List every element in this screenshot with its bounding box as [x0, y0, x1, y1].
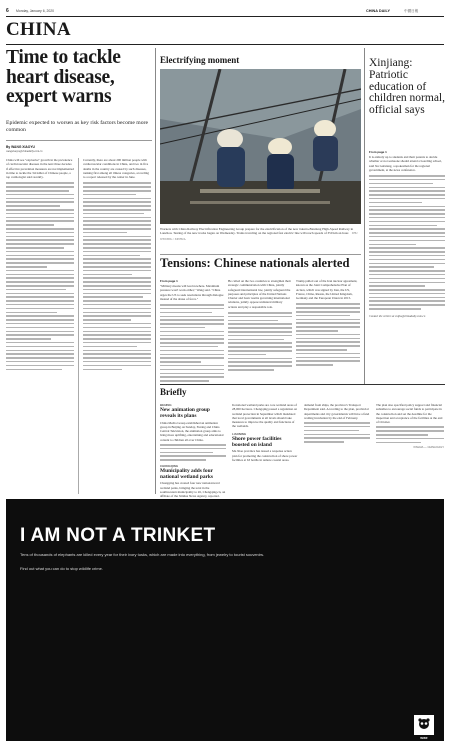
masthead-rule [6, 16, 444, 17]
tensions-top-rule [160, 254, 361, 255]
paper-name-cn: 中國日報 [404, 9, 419, 13]
brief-1-lines [160, 444, 226, 461]
ad-line-2: Find out what you can do to stop wildlife crime. [20, 566, 103, 571]
brief-place-2: CHONGQING [160, 463, 179, 468]
briefly-col-4 [376, 403, 444, 449]
deck-rule [6, 140, 152, 141]
brief-text-6: The plan also specified policy support and financial subsidies to encourage social funds to participate in the construction and set the deadline for the inspection and acceptance of the facilities at the end of October. [376, 403, 443, 425]
photo-illustration [160, 69, 361, 224]
xinjiang-body-lines [369, 175, 445, 309]
xinjiang-body [369, 150, 445, 318]
heart-disease-deck: Epidemic expected to worsen as key risk factors become more common [6, 120, 148, 133]
briefly-heading: Briefly [160, 387, 187, 397]
briefly-credit: XINHUA — CHINA DAILY [413, 446, 444, 450]
page-number: 6 [6, 8, 9, 14]
tensions-col-1-lines [160, 304, 224, 381]
xinjiang-contact: Contact the writers at cuijia@chinadaily.com.cn [369, 313, 426, 318]
heart-col-2 [83, 158, 151, 370]
brief-text-5: demand from ships, the province's Transport Department said. According to the plan, provincial departments and city governments will have a fund waiting incubation by the end of February. [304, 403, 370, 420]
left-column-divider [155, 48, 156, 494]
brief-text-3: Ma Xiao province has issued a response action plan for promoting the construction of shore power facilities at 63 berths in remote coastal areas. [232, 449, 298, 462]
brief-place-3: LIAONING [232, 431, 247, 436]
panda-icon [414, 715, 434, 735]
tensions-col-1-text: "Military means will lead nowhere. Maximum pressure won't work either," Wang said. "China urges the US to seek resolutions through dialogue instead of the abuse of force." [160, 284, 224, 301]
photo-caption-credit: ZHU WENJING / XINHUA [160, 232, 358, 241]
tensions-headline: Tensions: Chinese nationals alerted [160, 256, 350, 270]
photo-xinjiang-divider [364, 48, 365, 384]
tensions-col-2-lines [228, 312, 292, 370]
photo-caption-text: Workers with China Railway Electrification Engineering Group prepare for the electrification of the new Jakarta-Bandung High-Speed Railway in Lanzhou. Testing of the new tracks began on Wednesday. Trains traveling on the regional fast electric line will reach speeds of 350 km an hour. [160, 227, 354, 236]
heart-col-1-lines [6, 182, 74, 370]
tensions-col-2-text: He called on the two countries to strengthen their strategic communication with China, jointly safeguard international law, jointly safeguard the purposes and principles of the United Nations Charter and basic norms governing international relations, jointly oppose unilateral military actions and play a responsible role. [228, 279, 291, 309]
brief-6-lines [376, 426, 444, 443]
photo-label: Electrifying moment [160, 55, 240, 65]
issue-date: Monday, January 6, 2020 [16, 9, 55, 13]
heart-col-2-text: Currently, there are about 290 million people with cardiovascular conditions in China, and two in five deaths in the country are caused by such diseases, ranking first among all illness categories, according to a report released by the center in June. [83, 158, 149, 180]
tensions-col-1 [160, 279, 224, 382]
brief-title-2: Municipality adds four national wetland parks [160, 467, 214, 480]
heart-col-2-lines [83, 182, 151, 370]
brief-text-2: Chongqing has created four new national-level wetland parks, bringing the total in the southwestern municipality to 26, Chongqing.cn, an affiliate of the Xinhua News Agency, reported. [160, 481, 226, 499]
briefly-col-1 [160, 403, 226, 499]
heart-col-1 [6, 158, 74, 370]
section-rule [6, 44, 444, 45]
brief-text-4: In national wetland parks are core wetland areas of 28,000 hectares. Chongqing passed a regulation on wetland protection in September which mandated that local governments at all levels should take measures to improve the quality and functions of the wetlands. [232, 403, 297, 429]
brief-title-3: Shore power facilities boosted on island [232, 435, 282, 448]
section-title: CHINA [6, 19, 71, 40]
heart-col-divider [78, 158, 79, 494]
paper-name: CHINA DAILY [366, 9, 390, 13]
photo-caption [160, 227, 361, 242]
railway-workers-photo [160, 69, 361, 224]
tensions-col-3-text: Trump pulled out of the Iran nuclear agreement, known as the Joint Comprehensive Plan of Action, which was signed by Iran, the US, France, China, Russia, the United Kingdom, Germany and the European Union in 2015. [296, 279, 358, 301]
byline-email: wangxiaoyu@chinadaily.com.cn [6, 150, 43, 153]
xinjiang-from-page: From page 1 [369, 150, 387, 154]
tensions-col-3-lines [296, 303, 360, 365]
brief-5-lines [304, 422, 370, 442]
xinjiang-headline: Xinjiang: Patriotic education of children normal, official says [369, 57, 446, 117]
tensions-col-3 [296, 279, 360, 366]
heart-disease-headline: Time to tackle heart disease, expert warns [6, 47, 121, 107]
brief-text-1: China Media Group established an animation group in Beijing on Sunday, Fuxing and China Central Television, the animation group aims to bring more uplifting, entertaining and educational content to children all over China. [160, 420, 224, 442]
xinjiang-body-text: It is entirely up to students and their parents to decide whether or not someone should attend a boarding school, said Xu Guixiang, a spokesman for the regional government, at the news conference. [369, 155, 442, 172]
briefly-top-rule [160, 384, 445, 385]
wwf-logo-text: WWF [420, 736, 428, 740]
wwf-ad [6, 499, 444, 741]
tensions-col-2 [228, 279, 292, 371]
briefly-col-2 [232, 403, 298, 462]
ad-headline: I AM NOT A TRINKET [20, 525, 216, 546]
brief-place-1: BEIJING [160, 403, 172, 407]
brief-title-1: New animation group reveals its plans [160, 407, 210, 419]
tensions-from-page: From page 1 [160, 279, 178, 283]
wwf-panda-logo [414, 715, 434, 735]
ad-line-1: Tens of thousands of elephants are killed every year for their ivory tusks, which are made into everything, from jewelry to tourist souvenirs. [20, 552, 265, 557]
byline: By WANG XIAOYU [6, 145, 35, 149]
heart-col-1-text: China will see "explosive" growth in the prevalence of cardiovascular diseases in the next three decades if effective prevention measures are not implemented in time to tackle the 3rd killer of Chinese people, a top cardiologist said recently. [6, 158, 74, 180]
briefly-col-3 [304, 403, 370, 443]
